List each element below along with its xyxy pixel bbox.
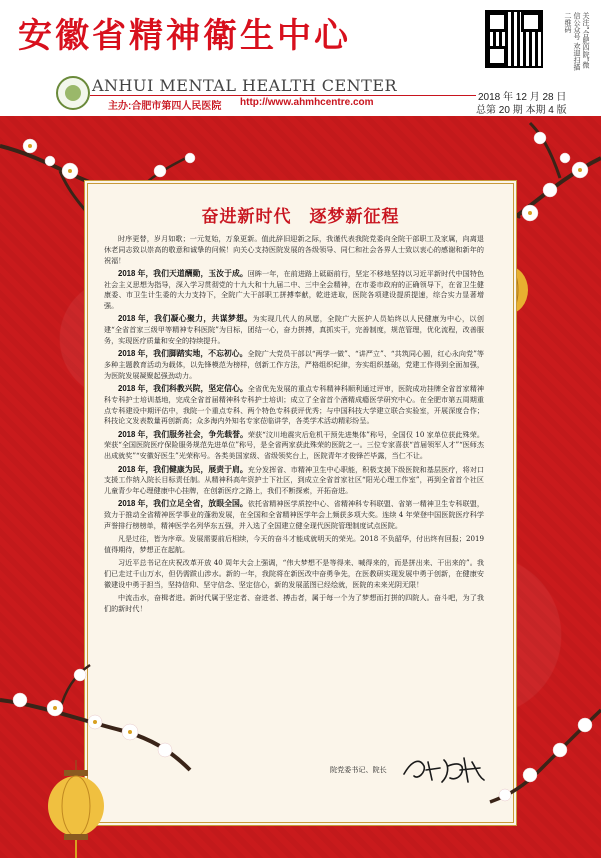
plum-blossom-bottom-right <box>470 690 601 810</box>
article-paragraph: 2018 年，我们科教兴院，坚定信心。全省优先发展的重点专科精神科顺利通过评审，医院成功挂牌全省首家精神科专科护士培训基地，完成全省首届精神科专科护士培训；成立了全省首个酒精成瘾医学研究中心。在全肥市第五周期重点专科建设中期评估中，我院一个重点专科、两个特色专科获评优秀；与中国科技大学建立联合实验室，开展深度合作；科技论文发表数量再创新高；众多海内外知名专家莅临讲学，各类学术活动精彩纷呈。 <box>104 384 484 426</box>
qr-code <box>485 10 543 68</box>
article-paragraph: 2018 年，我们服务社会，争先载誉。荣获“汶川地震灾后危机干预先进集体”称号，全国仅 10 家单位获此殊荣。荣获“全国医院医疗保险服务规范先进单位”称号，是全省两家获此殊荣的医院之一。三位专家喜获“首届领军人才”“医师杰出成就奖”“安徽好医生”光荣称号。各类美国家级、省级领奖台上，医院青年才俊锋芒毕露，当仁不让。 <box>104 429 484 461</box>
article-headline: 奋进新时代 逐梦新征程 <box>201 207 400 227</box>
masthead-divider <box>90 95 476 96</box>
article-paragraph: 习近平总书记在庆祝改革开放 40 周年大会上强调，“伟大梦想不是等得来、喊得来的，而是拼出来、干出来的”。我们已走过千山万水，但仍需跋山涉水。新的一年，我院将在新医改中奋勇争先，在医教研实现发展中勇于创新，在健康安徽建设中勇于担当，坚持信仰、坚守信念、坚定信心，新的发展蓝图已经绘就，医院的未来光阴无限！ <box>104 558 484 589</box>
lantern-bottom-left <box>46 760 106 858</box>
hospital-logo <box>56 76 90 110</box>
newspaper-title-english: ANHUI MENTAL HEALTH CENTER <box>92 76 398 95</box>
website-link[interactable]: http://www.ahmhcentre.com <box>240 97 374 108</box>
article-paragraph: 2018 年，我们脚踏实地，不忘初心。全院广大党员干部以“两学一做”、“讲严立”、“共筑同心圆，红心永向党”等多种主题教育活动为载体，以先锋模范为榜样，创新工作方法，严格组织纪律，夯实组织基础，党建工作得到全面加强，为医院发展凝聚起强劲动力。 <box>104 349 484 380</box>
article-paragraph: 2018 年，我们立足全省，放眼全国。依托省精神医学质控中心、省精神科专科联盟、省第一精神卫生专科联盟，致力于推动全省精神医学事业的蓬勃发展，在全国和全省精神医学年会上频获多项大奖。连续 4 年荣登中国医院医疗科学声誉排行榜榜单，精神医学名列华东五强，并入选了全国建立健全现代医院管理制度试点医院。 <box>104 499 484 530</box>
handwritten-signature <box>398 752 488 786</box>
article-paragraph: 2018 年，我们天道酬勤，玉汝于成。回眸一年，在前进路上砥砺前行，坚定不移地坚持以习近平新时代中国特色社会主义思想为指导，深入学习贯彻党的十九大和十九届二中、三中全会精神，在市委市政府的正确领导下，在省卫生健康委、市卫生计生委的大力支持下，全院广大干部职工拼搏奉献，乾进进取，医院各项建设提质提速，综合实力显著增强。 <box>104 268 484 311</box>
issue-date: 2018 年 12 月 28 日 <box>478 92 567 103</box>
article-paragraph: 2018 年，我们健康为民，展责于肩。充分发挥省、市精神卫生中心职能，积极支援下级医院和基层医疗，将对口支援工作纳入院长目标责任制。从精神科高年资护士下社区，到成立全省首家社区“阳光心理工作室”，再到全省首个社区儿童青少年心理健康中心挂牌，在创新医疗之路上，我们不断探索，开拓奋进。 <box>104 464 484 496</box>
issue-number: 总第 20 期 本期 4 版 <box>476 105 567 116</box>
author-title: 院党委书记、院长 <box>330 765 387 774</box>
article-paragraph: 中流击水，奋楫者进。新时代属于坚定者、奋进者、搏击者，属于每一个为了梦想而打拼的四院人。奋斗吧，为了我们的新时代！ <box>104 593 484 613</box>
article-paragraph: 时序更替，岁月如歌；一元复始，万象更新。值此辞旧迎新之际，我谨代表我院党委向全院干部职工及家属，向离退休老同志致以崇高的敬意和诚挚的问候！向关心支持医院发展的各级领导、同仁和社会各界人士致以衷心的感谢和新年的祝福！ <box>104 234 484 265</box>
newspaper-title: 安徽省精神衛生中心 <box>18 16 351 56</box>
sponsor-line: 主办:合肥市第四人民医院 <box>108 101 222 112</box>
masthead <box>0 0 601 118</box>
qr-caption: 关注“合肥四院”微信公众号 欢迎扫描二维码 <box>564 12 590 71</box>
article-paragraph: 凡是过往，皆为序章。发展需要前后相续，今天的奋斗才能成就明天的荣光。2018 不负韶华，付出终有回报；2019 值得期待，梦想正在起航。 <box>104 534 484 554</box>
article-paragraph: 2018 年，我们凝心聚力，共谋梦想。为实现几代人的夙愿，全院广大医护人员始终以人民健康为中心，以创建“全省首家三级甲等精神专科医院”为目标，团结一心，奋力拼搏，真抓实干，完善制度，规范管理，优化流程，改善服务，实现医疗质量和安全的持续提升。 <box>104 314 485 345</box>
article-body <box>104 234 484 617</box>
